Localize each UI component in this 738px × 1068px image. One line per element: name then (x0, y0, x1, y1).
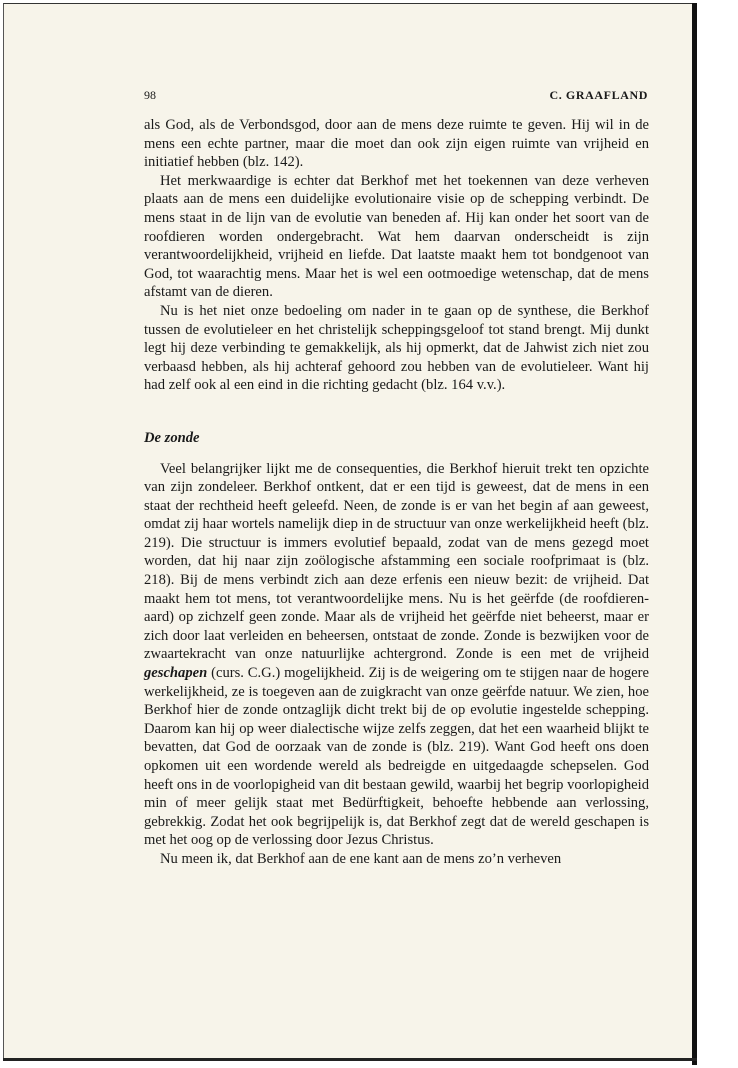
paragraph-3: Nu is het niet onze bedoeling om nader in te gaan op de synthese, die Berkhof tussen de evolutieleer en het christelijk scheppingsgeloof tot stand brengt. Mij dunkt legt hij deze verbinding te gemakkelijk, als hij opmerkt, dat de Jahwist zich niet zou verbaasd hebben, als hij achteraf gehoord zou hebben van de evolutieleer. Want hij had zelf ook al een eind in die richting gedacht (blz. 164 v.v.). (144, 302, 649, 394)
paragraph-2: Het merkwaardige is echter dat Berkhof met het toekennen van deze verheven plaats aan de mens een duidelijke evolutionaire visie op de schepping verbindt. De mens staat in de lijn van de evolutie van beneden af. Hij kan onder het soort van de roofdieren worden ondergebracht. Wat hem daarvan onderscheidt is zijn verantwoordelijkheid, vrijheid en liefde. Dat laatste maakt hem tot bondgenoot van God, tot waarachtig mens. Maar het is wel een ootmoedige wetenschap, dat de mens afstamt van de dieren. (144, 172, 649, 301)
page-shadow-right (692, 3, 697, 1065)
paragraph-4-start: Veel belangrijker lijkt me de consequenties, die Berkhof hieruit trekt ten opzichte van zijn zondeleer. Berkhof ontkent, dat er een tijd is geweest, dat de mens in een staat der rechtheid heeft geleefd. Neen, de zonde is er van het begin af aan geweest, omdat zij haar wortels namelijk diep in de structuur van onze werkelijkheid heeft (blz. 219). Die structuur is immers evolutief bepaald, zodat van de mens gezegd moet worden, dat hij naar zijn zoölogische afstamming een sociale roofprimaat is (blz. 218). Bij de mens verbindt zich aan deze erfenis een nieuw bezit: de vrijheid. Dat maakt hem tot mens, tot verantwoordelijke mens. Nu is het geërfde (de roofdierenaard) op zichzelf geen zonde. Maar als de vrijheid het geërfde niet beheerst, maar er zich door laat verleiden en beheersen, ontstaat de zonde. Zonde is bezwijken voor de zwaartekracht van onze natuurlijke achtergrond. Zonde is een met de vrijheid (144, 460, 649, 663)
running-head (144, 88, 648, 106)
emphasis-geschapen: geschapen (144, 665, 208, 682)
paragraph-5: Nu meen ik, dat Berkhof aan de ene kant aan de mens zo’n verheven (160, 850, 562, 867)
page-shadow-bottom (3, 1058, 697, 1061)
paragraph-4-end: (curs. C.G.) mogelijkheid. Zij is de weigering om te stijgen naar de hogere werkelijkheid, ze is toegeven aan de zuigkracht van onze geërfde natuur. We zien, hoe Berkhof hier de zonde ontzaglijk dicht trekt bij de op evolutie ingestelde schepping. Daarom kan hij op weer dialectische wijze zelfs zeggen, dat het een waarheid blijkt te bevatten, dat God de oorzaak van de zonde is (blz. 219). Want God heeft ons doen opkomen uit een wordende wereld als bedreigde en uitgedaagde schepselen. God heeft ons in de voorlopigheid van dit bestaan gewild, waarbij het begrip voorlopigheid min of meer gelijk staat met Bedürftigkeit, behoefte hebbende aan verlossing, gebrekkig. Zodat het ook begrijpelijk is, dat Berkhof zegt dat de wereld geschapen is met het oog op de verlossing door Jezus Christus. (144, 665, 649, 849)
section-heading: De zonde (144, 429, 200, 446)
paragraph-1: als God, als de Verbondsgod, door aan de mens deze ruimte te geven. Hij wil in de mens een echte partner, maar die moet dan ook zijn eigen ruimte van vrijheid en initiatief hebben (blz. 142). (144, 117, 649, 171)
body-text (144, 116, 649, 869)
author-running-head: C. GRAAFLAND (549, 88, 648, 102)
page-number: 98 (144, 88, 156, 102)
paragraph-4 (144, 460, 649, 850)
